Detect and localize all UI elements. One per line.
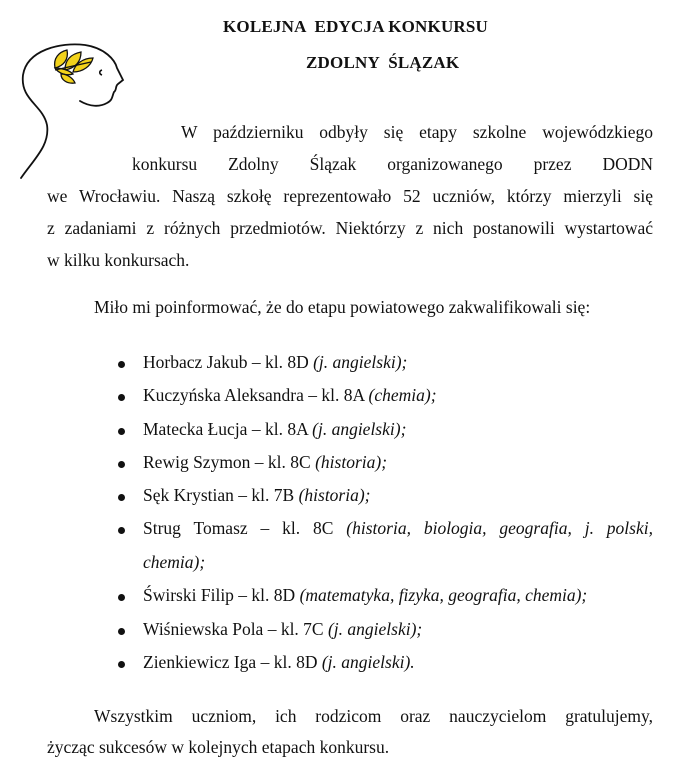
intro-line: z zadaniami z różnych przedmiotów. Niektórzy z nich postanowili wystartować	[47, 218, 653, 238]
student-name: Kuczyńska Aleksandra – kl. 8A	[143, 385, 369, 405]
student-name: Strug Tomasz – kl. 8C	[143, 518, 347, 538]
intro-line: we Wrocławiu. Naszą szkołę reprezentowało 52 uczniów, którzy mierzyli się	[47, 186, 653, 206]
student-name: Rewig Szymon – kl. 8C	[143, 452, 316, 472]
student-subjects: (j. angielski);	[312, 419, 407, 439]
student-name: Matecka Łucja – kl. 8A	[143, 419, 313, 439]
student-subjects: (matematyka, fizyka, geografia, chemia);	[299, 585, 588, 605]
bullet-icon	[118, 461, 125, 468]
student-name: Wiśniewska Pola – kl. 7C	[143, 619, 328, 639]
bullet-icon	[118, 628, 125, 635]
student-name: Świrski Filip – kl. 8D	[143, 585, 300, 605]
student-subjects: (chemia);	[368, 385, 437, 405]
student-subjects: (historia, biologia, geografia, j. polski,	[346, 518, 653, 538]
student-name: Sęk Krystian – kl. 7B	[143, 485, 299, 505]
student-name: Zienkiewicz Iga – kl. 8D	[143, 652, 322, 672]
student-subjects: (historia);	[298, 485, 371, 505]
intro-line: konkursu Zdolny Ślązak organizowanego przez DODN	[132, 154, 653, 174]
bullet-icon	[118, 394, 125, 401]
bullet-icon	[118, 361, 125, 368]
student-subjects: (j. angielski);	[327, 619, 423, 639]
page-title-line-1: KOLEJNA EDYCJA KONKURSU	[223, 17, 489, 36]
intro-line: W październiku odbyły się etapy szkolne wojewódzkiego	[181, 122, 653, 142]
list-item	[118, 518, 653, 578]
head-logo-icon	[15, 40, 135, 180]
student-name: Horbacz Jakub – kl. 8D	[143, 352, 314, 372]
student-subjects-continued: chemia);	[143, 552, 206, 572]
bullet-icon	[118, 527, 125, 534]
closing-line: Wszystkim uczniom, ich rodzicom oraz nauczycielom gratulujemy,	[94, 706, 653, 726]
laurel-icon	[55, 50, 93, 83]
student-subjects: (j. angielski);	[313, 352, 408, 372]
bullet-icon	[118, 661, 125, 668]
page-title-line-2: ZDOLNY ŚLĄZAK	[306, 53, 460, 72]
bullet-icon	[118, 494, 125, 501]
student-subjects: (historia);	[315, 452, 388, 472]
closing-line: życząc sukcesów w kolejnych etapach konkursu.	[47, 737, 390, 757]
qualified-intro: Miło mi poinformować, że do etapu powiatowego zakwalifikowali się:	[94, 297, 591, 317]
intro-line: w kilku konkursach.	[47, 250, 190, 270]
student-subjects: (j. angielski).	[321, 652, 415, 672]
bullet-icon	[118, 594, 125, 601]
bullet-icon	[118, 428, 125, 435]
